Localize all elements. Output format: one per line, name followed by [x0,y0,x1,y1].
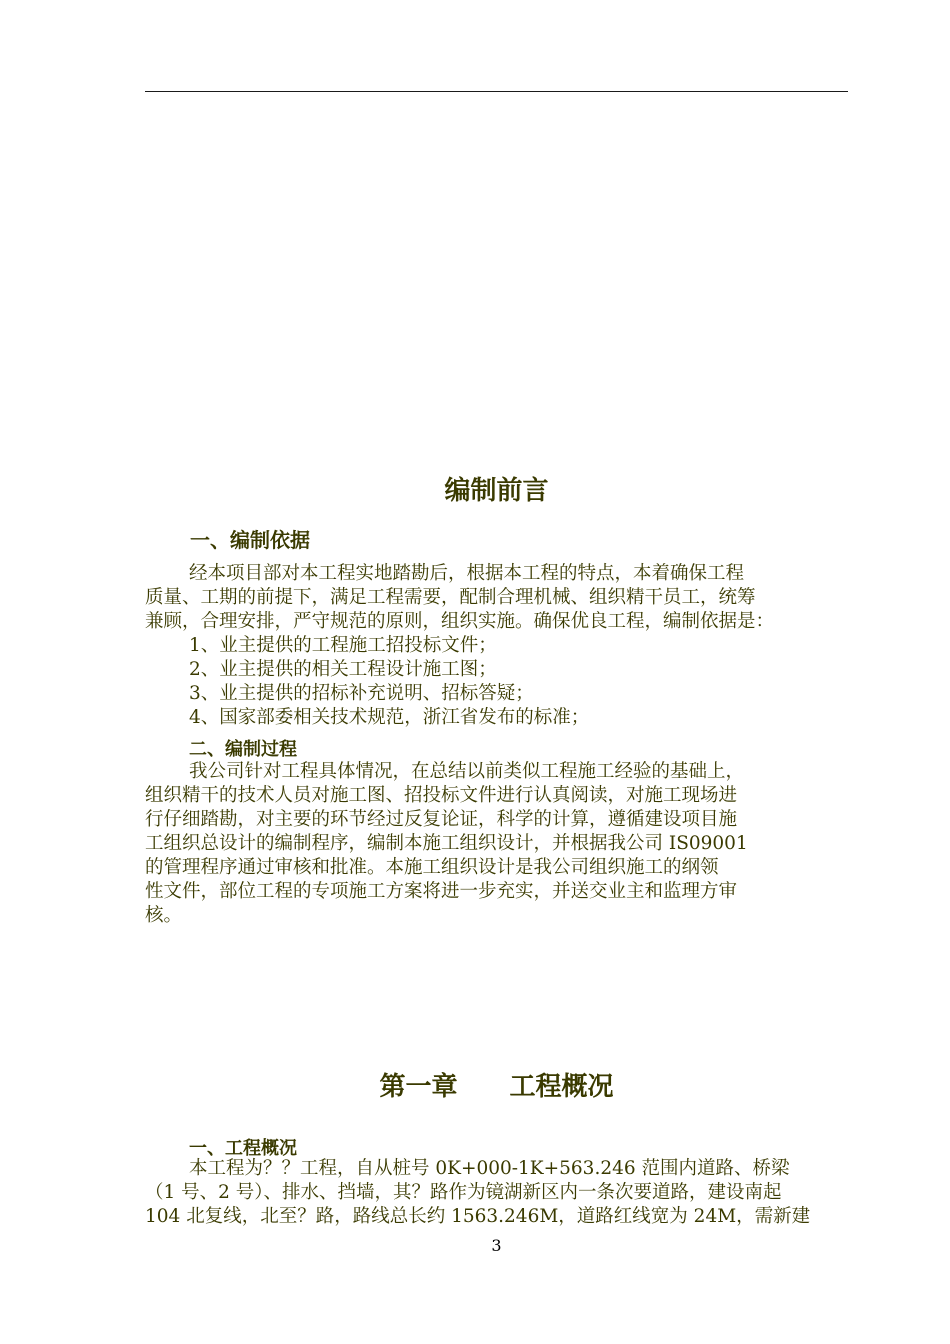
paragraph-line: 性文件，部位工程的专项施工方案将进一步充实，并送交业主和监理方审 [145,881,738,902]
section-overview-heading: 一、工程概况 [189,1138,297,1159]
paragraph-line: 兼顾，合理安排，严守规范的原则，组织实施。确保优良工程，编制依据是： [145,611,775,632]
paragraph-line: 行仔细踏勘，对主要的环节经过反复论证，科学的计算，遵循建设项目施 [145,809,738,830]
paragraph-line: 组织精干的技术人员对施工图、招投标文件进行认真阅读，对施工现场进 [145,785,738,806]
list-item: 4、国家部委相关技术规范，浙江省发布的标准； [189,707,590,728]
paragraph-line: 核。 [145,905,183,926]
section-process-body [145,760,855,928]
preface-title: 编制前言 [444,476,549,506]
section-basis-body [145,562,855,730]
section-process-heading: 二、编制过程 [189,739,297,760]
section-overview-body [145,1157,855,1229]
paragraph-line: 工组织总设计的编制程序，编制本施工组织设计，并根据我公司 IS09001 [145,833,748,854]
page-number: 3 [491,1236,502,1255]
paragraph-line: 经本项目部对本工程实地踏勘后，根据本工程的特点，本着确保工程 [189,563,745,584]
list-item: 3、业主提供的招标补充说明、招标答疑； [189,683,534,704]
paragraph-line: （1 号、2 号）、排水、挡墙，其？路作为镜湖新区内一条次要道路，建设南起 [145,1182,782,1203]
header-rule [145,91,848,92]
paragraph-line: 本工程为？？工程，自从桩号 0K+000-1K+563.246 范围内道路、桥梁 [189,1158,790,1179]
list-item: 1、业主提供的工程施工招投标文件； [189,635,497,656]
chapter-title: 第一章 工程概况 [379,1072,614,1102]
list-item: 2、业主提供的相关工程设计施工图； [189,659,497,680]
paragraph-line: 的管理程序通过审核和批准。本施工组织设计是我公司组织施工的纲领 [145,857,719,878]
paragraph-line: 104 北复线，北至？路，路线总长约 1563.246M，道路红线宽为 24M，需新建 [145,1206,811,1227]
paragraph-line: 我公司针对工程具体情况，在总结以前类似工程施工经验的基础上， [189,761,745,782]
paragraph-line: 质量、工期的前提下，满足工程需要，配制合理机械、组织精干员工，统筹 [145,587,756,608]
section-basis-heading: 一、编制依据 [190,528,310,552]
